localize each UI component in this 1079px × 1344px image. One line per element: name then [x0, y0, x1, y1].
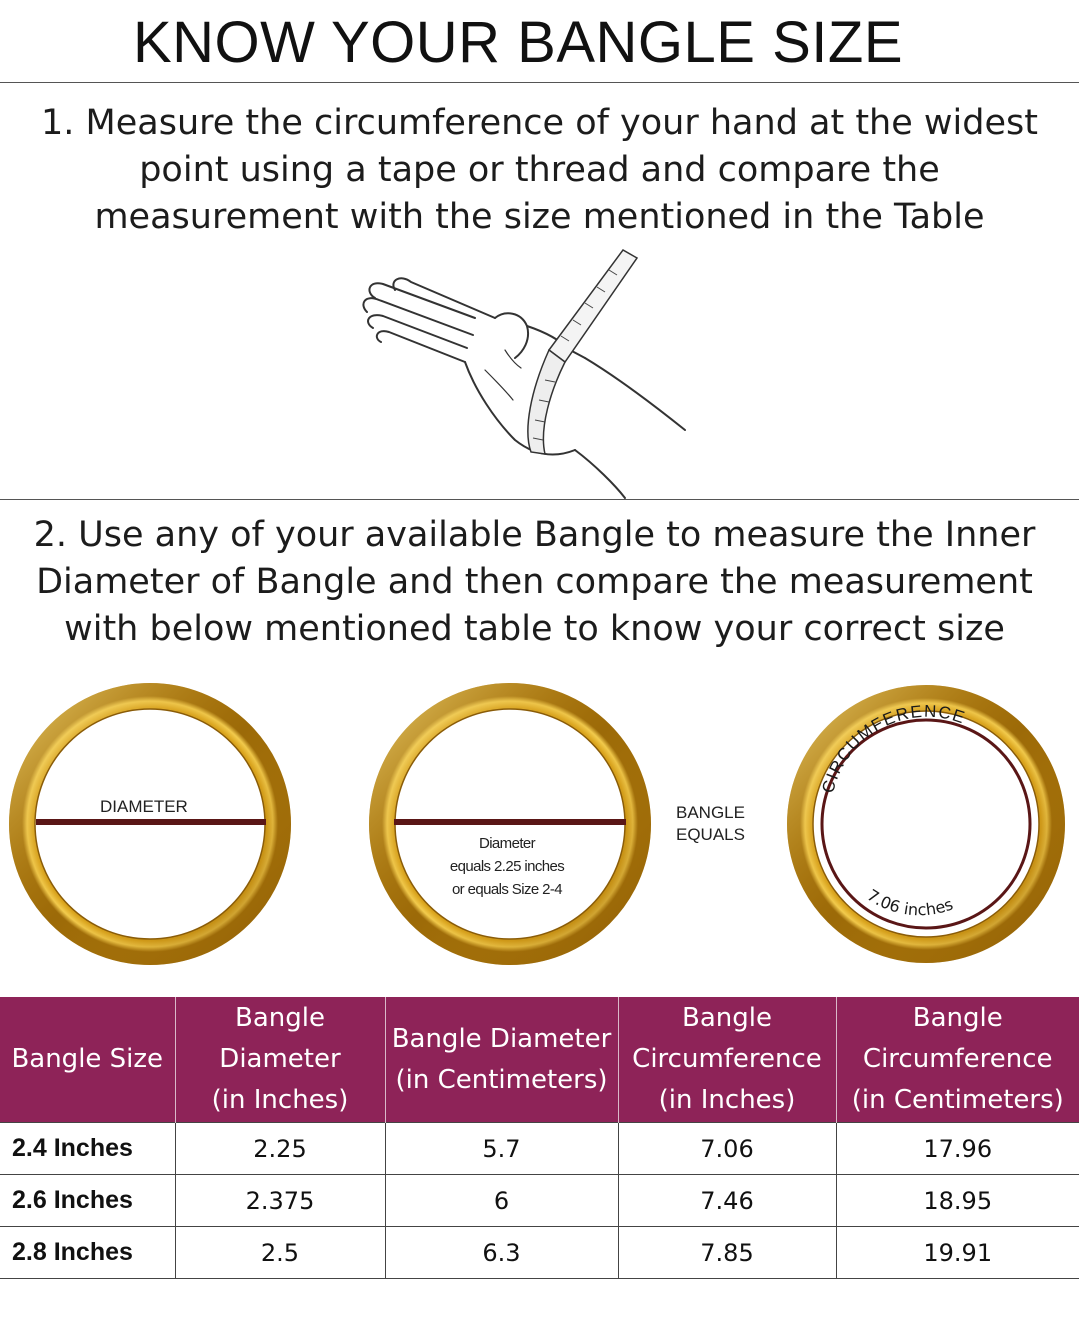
header-line: Bangle — [682, 1003, 772, 1033]
circumference-value-label: 7.06 inches — [863, 885, 956, 920]
header-line: Bangle — [235, 1003, 325, 1033]
page-title: KNOW YOUR BANGLE SIZE — [132, 10, 904, 75]
step-2-instructions — [0, 512, 1069, 653]
header-circumference-inches — [618, 997, 836, 1123]
cell-diameter-cm: 6 — [385, 1175, 618, 1227]
step-1-line: point using a tape or thread and compare the — [139, 150, 940, 190]
cell-circumference-cm: 17.96 — [836, 1123, 1079, 1175]
cell-diameter-in: 2.375 — [175, 1175, 385, 1227]
cell-circumference-cm: 19.91 — [836, 1227, 1079, 1279]
step-1-instructions — [0, 100, 1079, 241]
cell-size: 2.8 Inches — [0, 1227, 175, 1279]
bangle-size-table — [0, 997, 1079, 1279]
cell-circumference-in: 7.06 — [618, 1123, 836, 1175]
bangle-circumference-diagram — [786, 684, 1066, 964]
diameter-value-note — [418, 832, 596, 901]
cell-circumference-in: 7.85 — [618, 1227, 836, 1279]
diameter-value-line: or equals Size 2-4 — [451, 881, 563, 898]
bangle-equals-line: EQUALS — [676, 825, 745, 844]
header-bangle-size — [0, 997, 175, 1123]
cell-circumference-in: 7.46 — [618, 1175, 836, 1227]
header-line: Diameter — [219, 1044, 341, 1074]
table-row — [0, 1227, 1079, 1279]
hand-measuring-tape-illustration — [355, 240, 695, 500]
cell-diameter-cm: 6.3 — [385, 1227, 618, 1279]
cell-size: 2.4 Inches — [0, 1123, 175, 1175]
header-line: Bangle Size — [11, 1044, 164, 1074]
step-1-line: measurement with the size mentioned in the Table — [94, 197, 985, 237]
header-circumference-cm — [836, 997, 1079, 1123]
diameter-label: DIAMETER — [100, 797, 188, 816]
table-row — [0, 1175, 1079, 1227]
header-line: Circumference — [632, 1044, 822, 1074]
header-diameter-cm — [385, 997, 618, 1123]
circumference-arc-label: CIRCUMFERENCE — [818, 701, 969, 796]
step-2-line: Diameter of Bangle and then compare the measurement — [36, 562, 1033, 602]
bangle-diameter-diagram — [8, 682, 292, 966]
step-1-line: 1. Measure the circumference of your hand at the widest — [41, 103, 1038, 143]
header-line: (in Centimeters) — [851, 1085, 1064, 1115]
step-2-line: 2. Use any of your available Bangle to measure the Inner — [33, 515, 1036, 555]
bangle-equals-line: BANGLE — [676, 803, 745, 822]
divider — [0, 82, 1079, 83]
step-2-line: with below mentioned table to know your correct size — [64, 609, 1005, 649]
diameter-value-line: equals 2.25 inches — [449, 858, 565, 875]
cell-circumference-cm: 18.95 — [836, 1175, 1079, 1227]
header-line: (in Centimeters) — [395, 1064, 608, 1095]
table-row — [0, 1123, 1079, 1175]
table-header-row — [0, 997, 1079, 1123]
diameter-value-line: Diameter — [478, 835, 536, 852]
header-line: (in Inches) — [658, 1085, 796, 1115]
header-line: Bangle — [912, 1003, 1003, 1033]
cell-diameter-in: 2.25 — [175, 1123, 385, 1175]
cell-size: 2.6 Inches — [0, 1175, 175, 1227]
header-line: Bangle Diameter — [391, 1023, 612, 1054]
header-diameter-inches — [175, 997, 385, 1123]
bangle-diameter-value-diagram — [368, 682, 652, 966]
cell-diameter-in: 2.5 — [175, 1227, 385, 1279]
header-line: (in Inches) — [211, 1085, 349, 1115]
bangle-equals-label — [676, 802, 745, 846]
divider — [0, 499, 1079, 500]
header-line: Circumference — [862, 1044, 1053, 1074]
cell-diameter-cm: 5.7 — [385, 1123, 618, 1175]
